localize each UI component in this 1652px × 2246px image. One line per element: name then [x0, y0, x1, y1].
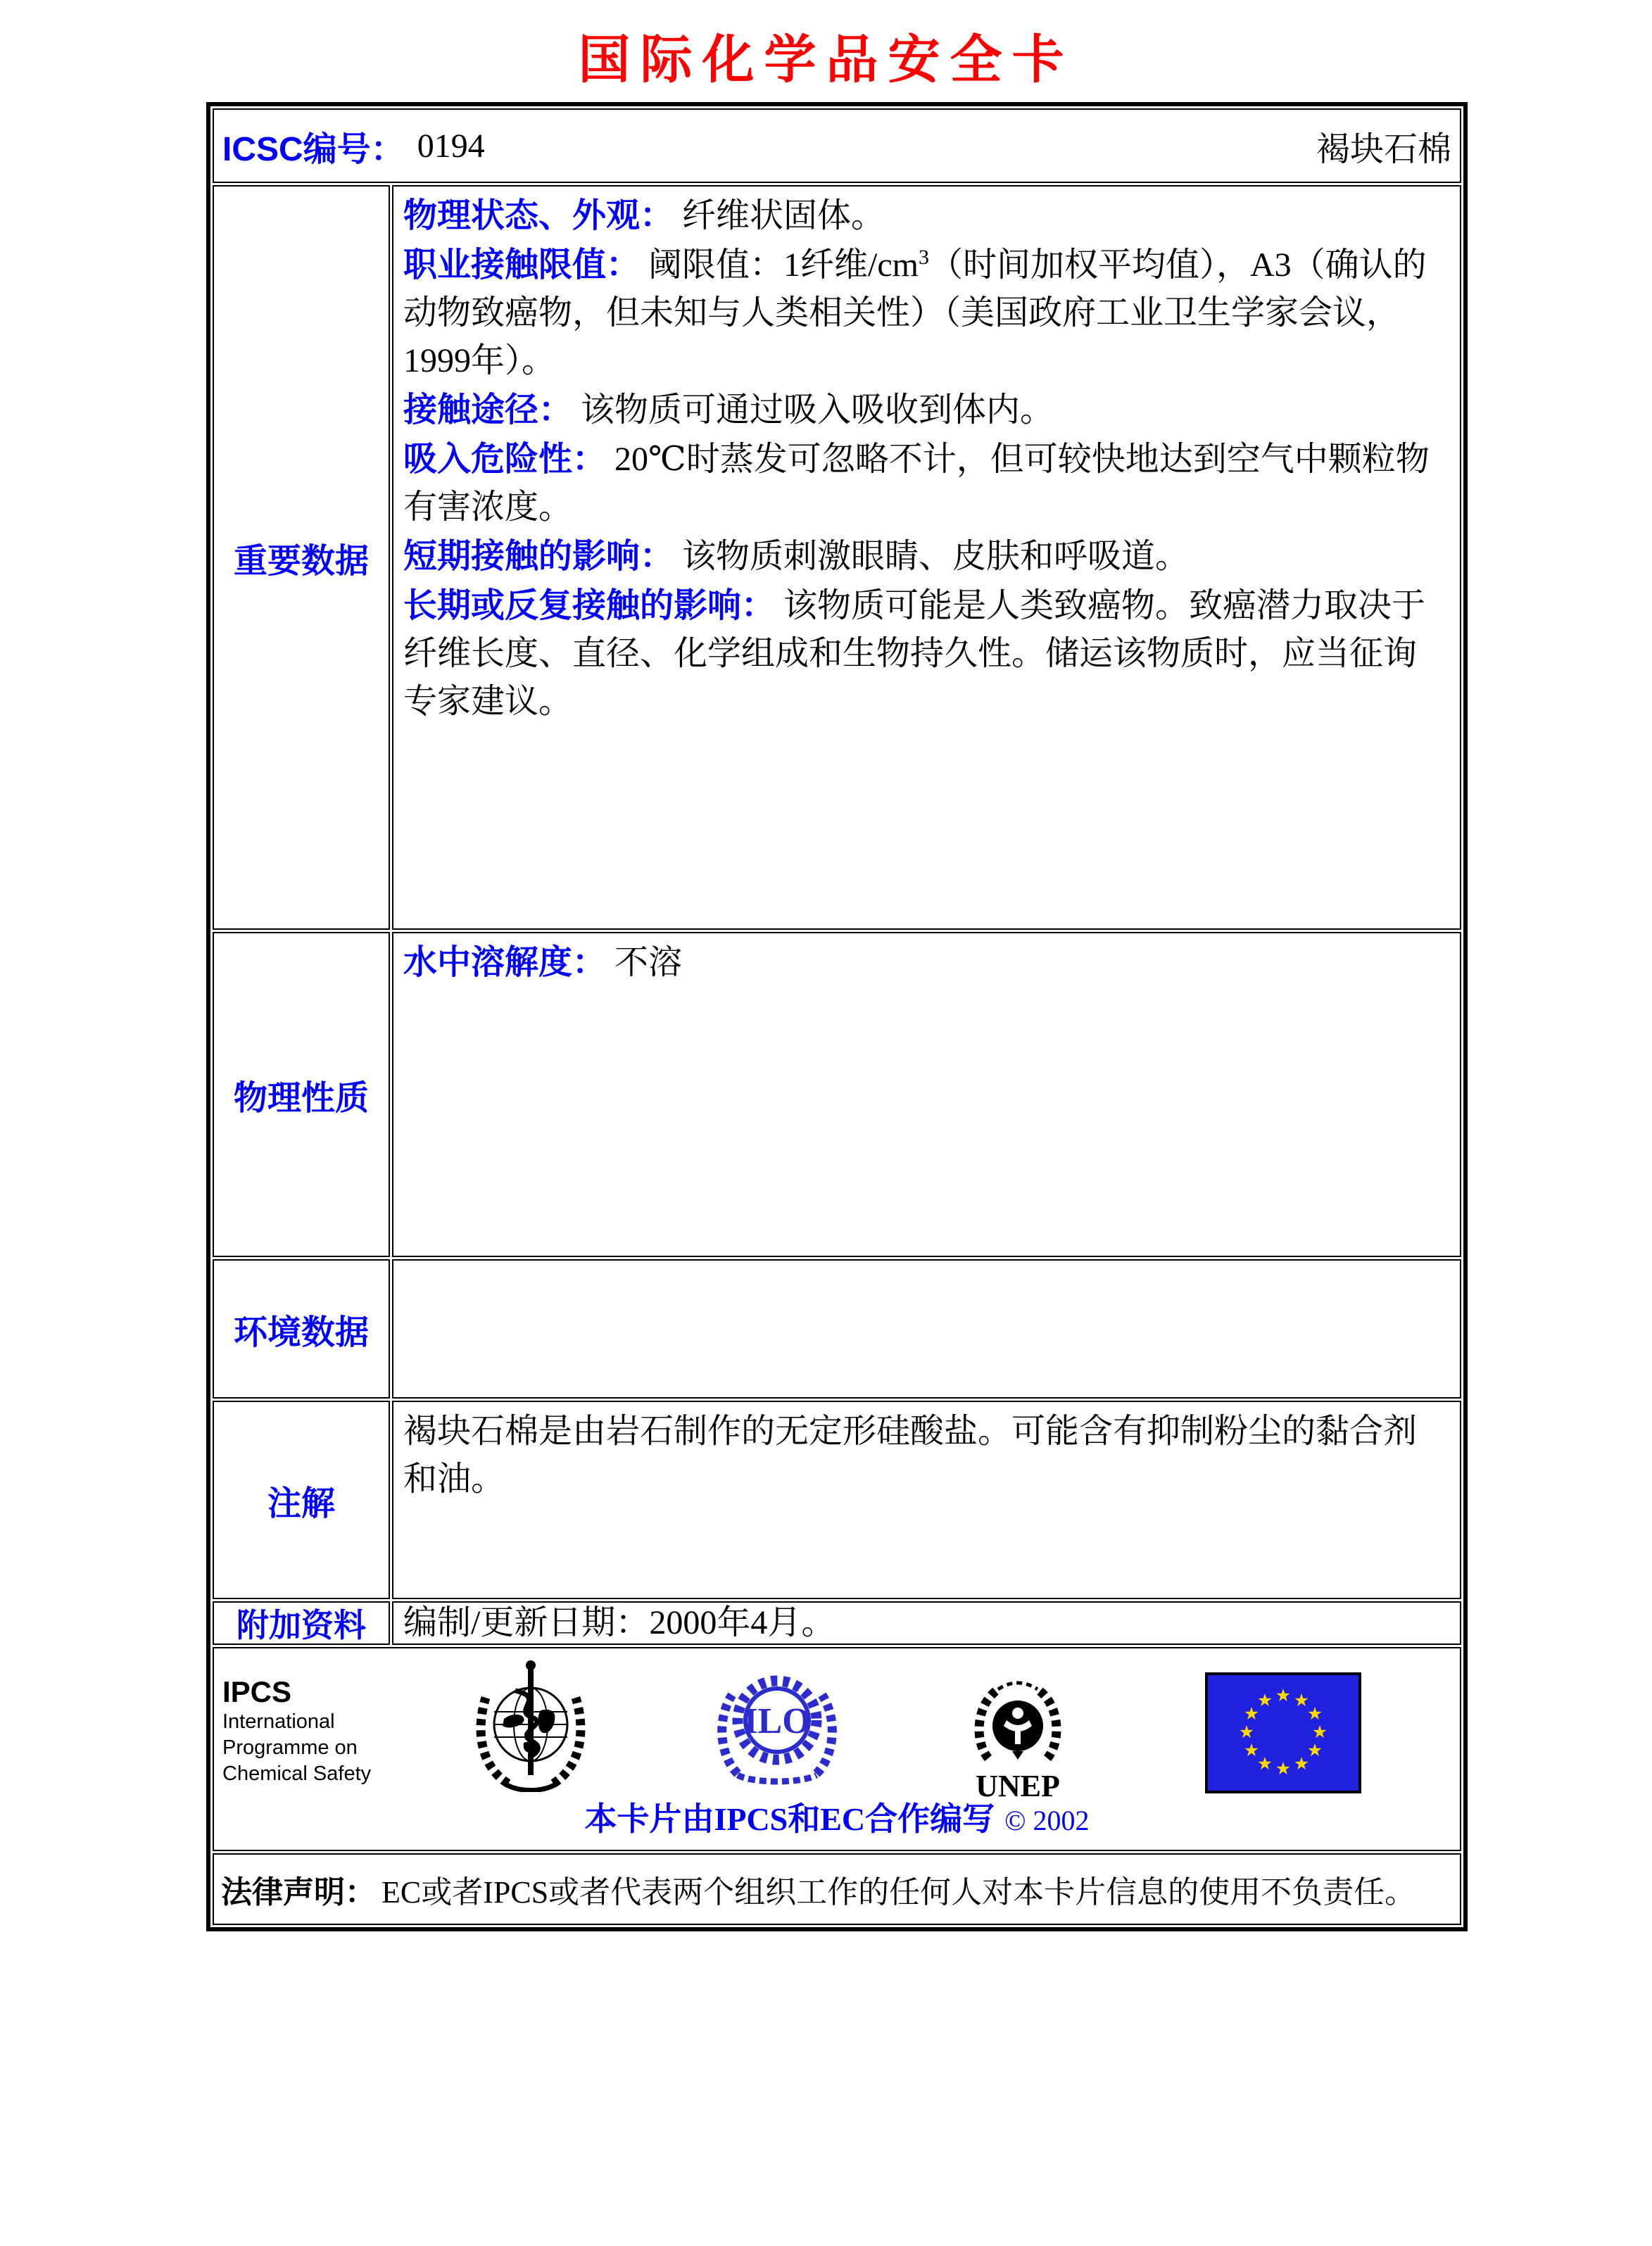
card-header-row [213, 108, 1461, 183]
eu-flag-icon [1205, 1672, 1361, 1793]
icsc-number-label: ICSC编号： [222, 130, 405, 168]
section-physical-properties [213, 932, 1461, 1257]
page-title: 国际化学品安全卡 [578, 30, 1074, 89]
ipcs-line3: Chemical Safety [222, 1762, 372, 1785]
section-important-data [213, 185, 1461, 930]
ipcs-acronym: IPCS [222, 1675, 292, 1708]
section-content-notes: 褐块石棉是由岩石制作的无定形硅酸盐。可能含有抑制粉尘的黏合剂和油。 [392, 1401, 1461, 1599]
copyright-text: © 2002 [1004, 1805, 1090, 1836]
icsc-card [206, 102, 1468, 1931]
unep-letters: UNEP [976, 1769, 1060, 1802]
section-environmental-data [213, 1259, 1461, 1399]
entry-short-term-effects: 短期接触的影响： 该物质刺激眼睛、皮肤和呼吸道。 [403, 538, 1190, 575]
section-label-important-data: 重要数据 [213, 185, 390, 930]
ipcs-line2: Programme on [222, 1736, 358, 1759]
legal-notice-text: EC或者IPCS或者代表两个组织工作的任何人对本卡片信息的使用不负责任。 [382, 1875, 1416, 1910]
section-content-additional-info: 编制/更新日期：2000年4月。 [392, 1601, 1461, 1645]
section-additional-info [213, 1601, 1461, 1645]
who-logo-icon [467, 1657, 594, 1792]
ipcs-line1: International [222, 1710, 335, 1733]
section-content-environmental-data [392, 1259, 1461, 1399]
credit-line [214, 1793, 1460, 1840]
unep-logo-icon [954, 1661, 1081, 1802]
ilo-logo-icon [712, 1667, 842, 1785]
entry-solubility: 水中溶解度： 不溶 [403, 944, 683, 981]
section-label-environmental-data: 环境数据 [213, 1259, 390, 1399]
ipcs-text-block [222, 1675, 371, 1787]
icsc-number-value: 0194 [417, 127, 485, 165]
organizations-strip [213, 1647, 1461, 1851]
legal-notice-label: 法律声明： [221, 1875, 376, 1910]
section-label-notes: 注解 [213, 1401, 390, 1599]
entry-physical-state: 物理状态、外观： 纤维状固体。 [403, 197, 885, 234]
legal-notice-row [213, 1853, 1461, 1925]
entry-long-term-effects: 长期或反复接触的影响： 该物质可能是人类致癌物。致癌潜力取决于纤维长度、直径、化学组成和生物持久性。储运该物质时，应当征询专家建议。 [403, 587, 1426, 720]
entry-routes-of-exposure: 接触途径： 该物质可通过吸入吸收到体内。 [403, 391, 1054, 429]
section-label-additional-info: 附加资料 [213, 1601, 390, 1645]
section-notes [213, 1401, 1461, 1599]
section-content-physical-properties [392, 932, 1461, 1257]
section-label-physical-properties: 物理性质 [213, 932, 390, 1257]
entry-inhalation-risk: 吸入危险性： 20℃时蒸发可忽略不计，但可较快地达到空气中颗粒物有害浓度。 [403, 441, 1430, 526]
entry-occupational-exposure-limits: 职业接触限值： 阈限值：1纤维$/cm^3$（时间加权平均值），A3（确认的动物致癌物，但未知与人类相关性）（美国政府工业卫生学家会议，1999年）。 [403, 246, 1427, 379]
superscript: 3 [919, 246, 929, 269]
ilo-letters: ILO [743, 1701, 811, 1741]
credit-text: 本卡片由IPCS和EC合作编写 [584, 1801, 995, 1837]
chemical-name: 褐块石棉 [1316, 130, 1451, 168]
section-content-important-data [392, 185, 1461, 930]
